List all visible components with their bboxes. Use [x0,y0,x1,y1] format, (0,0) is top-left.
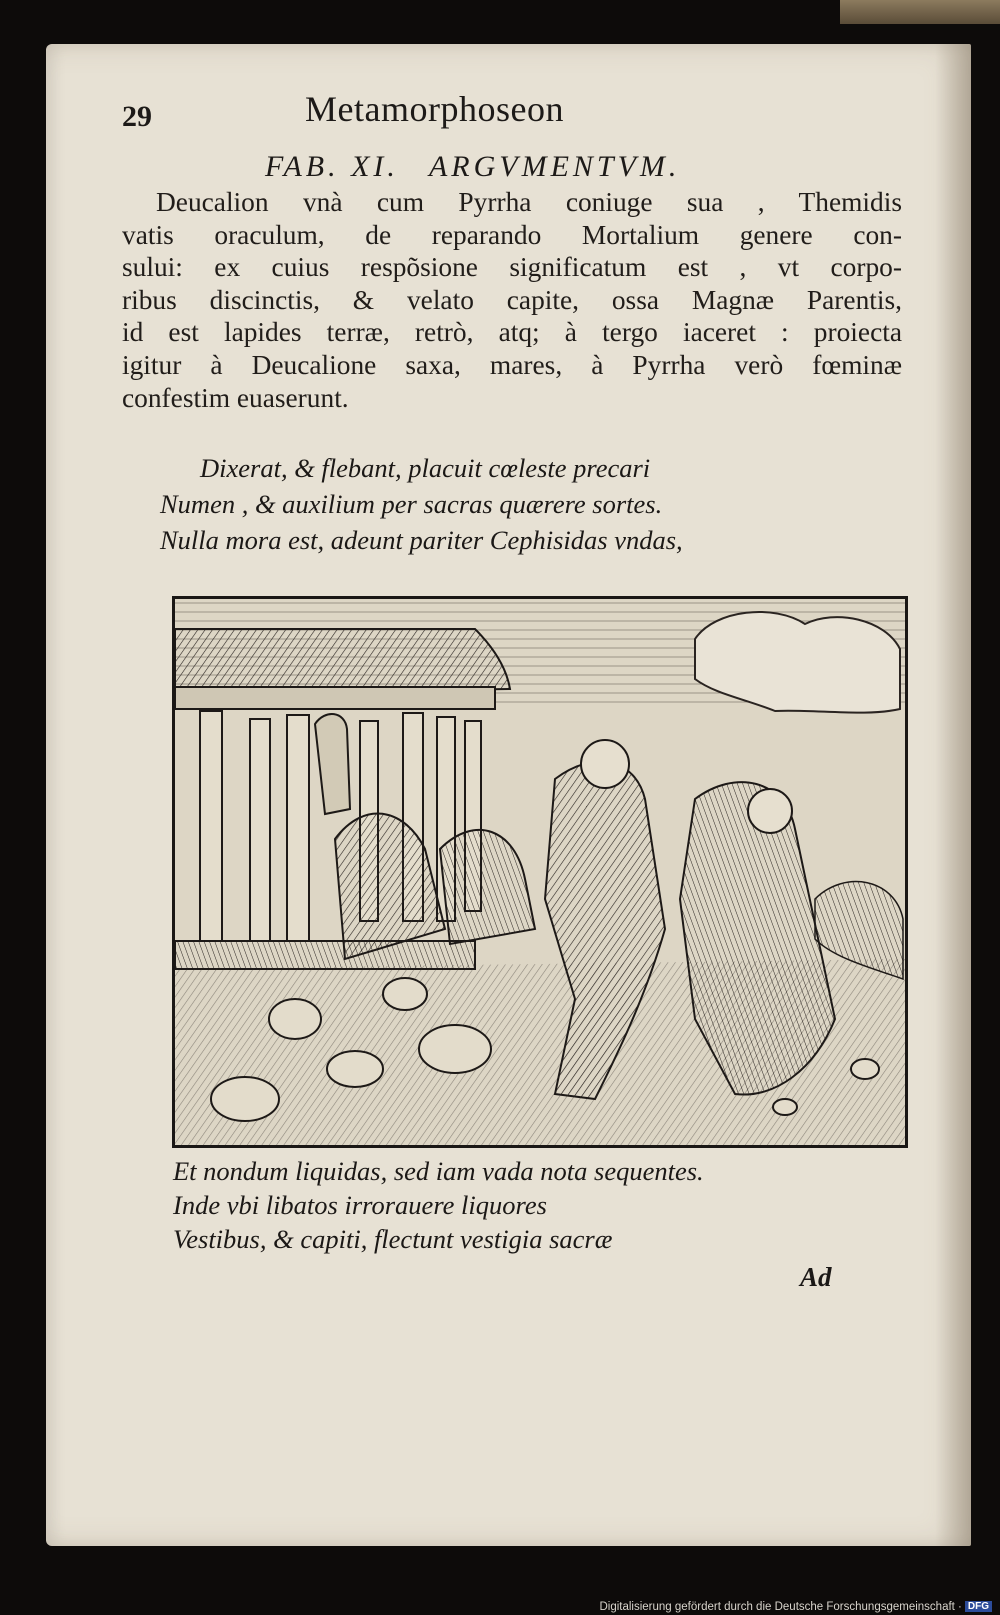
argument-line: vatis oraculum, de reparando Mortalium genere con- [122,219,902,250]
running-head [0,88,1000,138]
verse-line: Nulla mora est, adeunt pariter Cephisidas vndas, [160,525,683,555]
page-gutter-shadow [935,44,971,1546]
argument-label: ARGVMENTVM. [428,150,681,183]
page-number: 29 [122,100,152,133]
argument-line: igitur à Deucalione saxa, mares, à Pyrrha verò fœminæ [122,349,902,380]
running-title: Metamorphoseon [305,89,564,129]
woodcut-drawing [175,599,905,1145]
temple-entablature [175,687,495,709]
verse-block-bottom [173,1154,893,1256]
deucalion-head [581,740,629,788]
verse-block-top [160,450,880,558]
fable-heading [265,150,680,184]
book-edge [840,0,1000,24]
credit-text: Digitalisierung gefördert durch die Deutsche Forschungsgemeinschaft · [599,1601,962,1613]
temple-steps [175,941,475,969]
argument-line: confestim euaserunt. [122,382,349,413]
pyrrha-head [748,789,792,833]
digitization-credit [599,1601,992,1613]
verse-line: Numen , & auxilium per sacras quærere sortes. [160,489,663,519]
verse-line: Inde vbi libatos irrorauere liquores [173,1190,547,1220]
argument-paragraph [122,186,902,414]
catchword: Ad [800,1262,832,1292]
dfg-logo: DFG [965,1601,992,1612]
verse-line: Et nondum liquidas, sed iam vada nota sequentes. [173,1156,704,1186]
argument-line: id est lapides terræ, retrò, atq; à tergo iaceret : proiecta [122,317,902,348]
verse-line: Vestibus, & capiti, flectunt vestigia sacræ [173,1224,613,1254]
fable-number: FAB. XI. [265,150,399,183]
ground [175,959,905,1145]
argument-line: ribus discinctis, & velato capite, ossa Magnæ Parentis, [122,284,902,315]
woodcut-illustration [172,596,908,1148]
argument-line: sului: ex cuius respõsione significatum est , vt corpo- [122,252,902,283]
temple-roof [175,629,510,694]
verse-line: Dixerat, & flebant, placuit cœleste precari [200,453,651,483]
argument-line: Deucalion vnà cum Pyrrha coniuge sua , Themidis [156,187,902,217]
